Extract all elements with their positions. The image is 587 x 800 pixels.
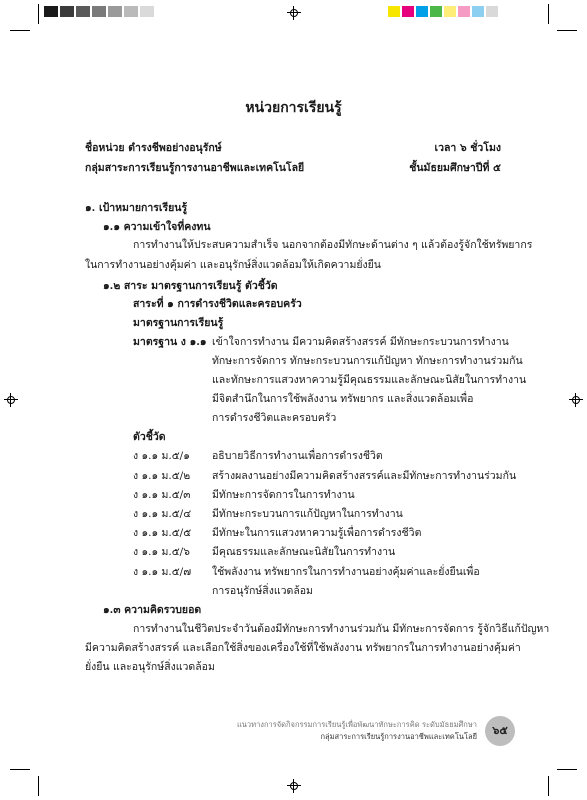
registration-mark-icon (287, 6, 301, 20)
indicator-code: ง ๑.๑ ม.๕/๗ (133, 566, 192, 578)
unit-name: ชื่อหน่วย ดำรงชีพอย่างอนุรักษ์ (85, 142, 222, 154)
grade-level: ชั้นมัธยมศึกษาปีที่ ๕ (409, 162, 501, 174)
page-title: หน่วยการเรียนรู้ (245, 100, 342, 116)
indicator-code: ง ๑.๑ ม.๕/๑ (133, 450, 190, 462)
page-number: ๖๕ (485, 716, 515, 746)
crop-mark (557, 30, 577, 31)
indicators-heading: ตัวชี้วัด (133, 431, 166, 443)
indicator-text: อธิบายวิธีการทำงานเพื่อการดำรงชีวิต (212, 450, 383, 462)
crop-mark (10, 769, 30, 770)
standard-line: และทักษะการแสวงหาความรู้มีคุณธรรมและลักษณะนิสัยในการทำงาน (212, 374, 527, 386)
subsection-heading: ๑.๑ ความเข้าใจที่คงทน (103, 221, 211, 233)
subsection-heading: ๑.๓ ความคิดรวบยอด (103, 604, 202, 616)
paragraph-line: ในการทำงานอย่างคุ้มค่า และอนุรักษ์สิ่งแวดล้อมให้เกิดความยั่งยืน (85, 259, 381, 271)
standards-heading: มาตรฐานการเรียนรู้ (133, 317, 224, 329)
indicator-text: ใช้พลังงาน ทรัพยากรในการทำงานอย่างคุ้มค่าและยั่งยืนเพื่อ (212, 566, 480, 578)
crop-mark (38, 776, 39, 796)
indicator-code: ง ๑.๑ ม.๕/๕ (133, 527, 192, 539)
indicator-code: ง ๑.๑ ม.๕/๒ (133, 470, 191, 482)
standard-line: มีจิตสำนึกในการใช้พลังงาน ทรัพยากร และสิ่งแวดล้อมเพื่อ (212, 393, 474, 405)
paragraph-line: มีความคิดสร้างสรรค์ และเลือกใช้สิ่งของเครื่องใช้ที่ใช้พลังงาน ทรัพยากรในการทำงานอย่างคุ้มค่า (85, 642, 521, 654)
color-swatch (416, 6, 428, 17)
registration-mark-icon (4, 393, 18, 407)
registration-mark-icon (287, 779, 301, 793)
color-swatch (458, 6, 470, 17)
paragraph-line: การทำงานให้ประสบความสำเร็จ นอกจากต้องมีทักษะด้านต่าง ๆ แล้วต้องรู้จักใช้ทรัพยากร (133, 239, 533, 251)
standard-line: เข้าใจการทำงาน มีความคิดสร้างสรรค์ มีทักษะกระบวนการทำงาน (212, 336, 509, 348)
gray-swatch (140, 6, 154, 17)
crop-mark (548, 4, 549, 24)
indicator-text: สร้างผลงานอย่างมีความคิดสร้างสรรค์และมีทักษะการทำงานร่วมกัน (212, 470, 517, 482)
gray-swatch (124, 6, 138, 17)
standard-line: การดำรงชีวิตและครอบครัว (212, 412, 337, 424)
strand-title: สาระที่ ๑ การดำรงชีวิตและครอบครัว (133, 298, 302, 310)
paragraph-line: การทำงานในชีวิตประจำวันต้องมีทักษะการทำงานร่วมกัน มีทักษะการจัดการ รู้จักวิธีแก้ปัญหา (133, 623, 550, 635)
gray-swatch (60, 6, 74, 17)
paragraph-line: ยั่งยืน และอนุรักษ์สิ่งแวดล้อม (85, 661, 215, 673)
gray-swatch (44, 6, 58, 17)
indicator-text: มีทักษะการจัดการในการทำงาน (212, 489, 355, 501)
color-swatch (486, 6, 498, 17)
indicator-code: ง ๑.๑ ม.๕/๖ (133, 546, 190, 558)
gray-swatch (92, 6, 106, 17)
standard-line: ทักษะการจัดการ ทักษะกระบวนการแก้ปัญหา ทักษะการทำงานร่วมกัน (212, 355, 523, 367)
color-swatch (402, 6, 414, 17)
subject-group: กลุ่มสาระการเรียนรู้การงานอาชีพและเทคโนโลยี (85, 162, 305, 174)
registration-mark-icon (569, 393, 583, 407)
crop-mark (548, 776, 549, 796)
crop-mark (38, 4, 39, 24)
gray-swatch (76, 6, 90, 17)
indicator-code: ง ๑.๑ ม.๕/๔ (133, 508, 192, 520)
color-swatch (430, 6, 442, 17)
gray-swatch (108, 6, 122, 17)
footer-book-title: แนวทางการจัดกิจกรรมการเรียนรู้เพื่อพัฒนาทักษะการคิด ระดับมัธยมศึกษา (236, 720, 477, 729)
time-allotment: เวลา ๖ ชั่วโมง (434, 142, 501, 154)
color-swatch (444, 6, 456, 17)
color-swatch (472, 6, 484, 17)
indicator-text-continued: การอนุรักษ์สิ่งแวดล้อม (212, 585, 313, 597)
indicator-text: มีทักษะกระบวนการแก้ปัญหาในการทำงาน (212, 508, 403, 520)
footer-subject-group: กลุ่มสาระการเรียนรู้การงานอาชีพและเทคโนโลยี (320, 732, 477, 741)
section-heading: ๑. เป้าหมายการเรียนรู้ (85, 202, 188, 214)
indicator-text: มีทักษะในการแสวงหาความรู้เพื่อการดำรงชีวิต (212, 527, 422, 539)
color-swatch (388, 6, 400, 17)
standard-code: มาตรฐาน ง ๑.๑ (133, 336, 207, 348)
subsection-heading: ๑.๒ สาระ มาตรฐานการเรียนรู้ ตัวชี้วัด (103, 280, 278, 292)
crop-mark (10, 30, 30, 31)
indicator-text: มีคุณธรรมและลักษณะนิสัยในการทำงาน (212, 546, 396, 558)
crop-mark (557, 769, 577, 770)
indicator-code: ง ๑.๑ ม.๕/๓ (133, 489, 191, 501)
